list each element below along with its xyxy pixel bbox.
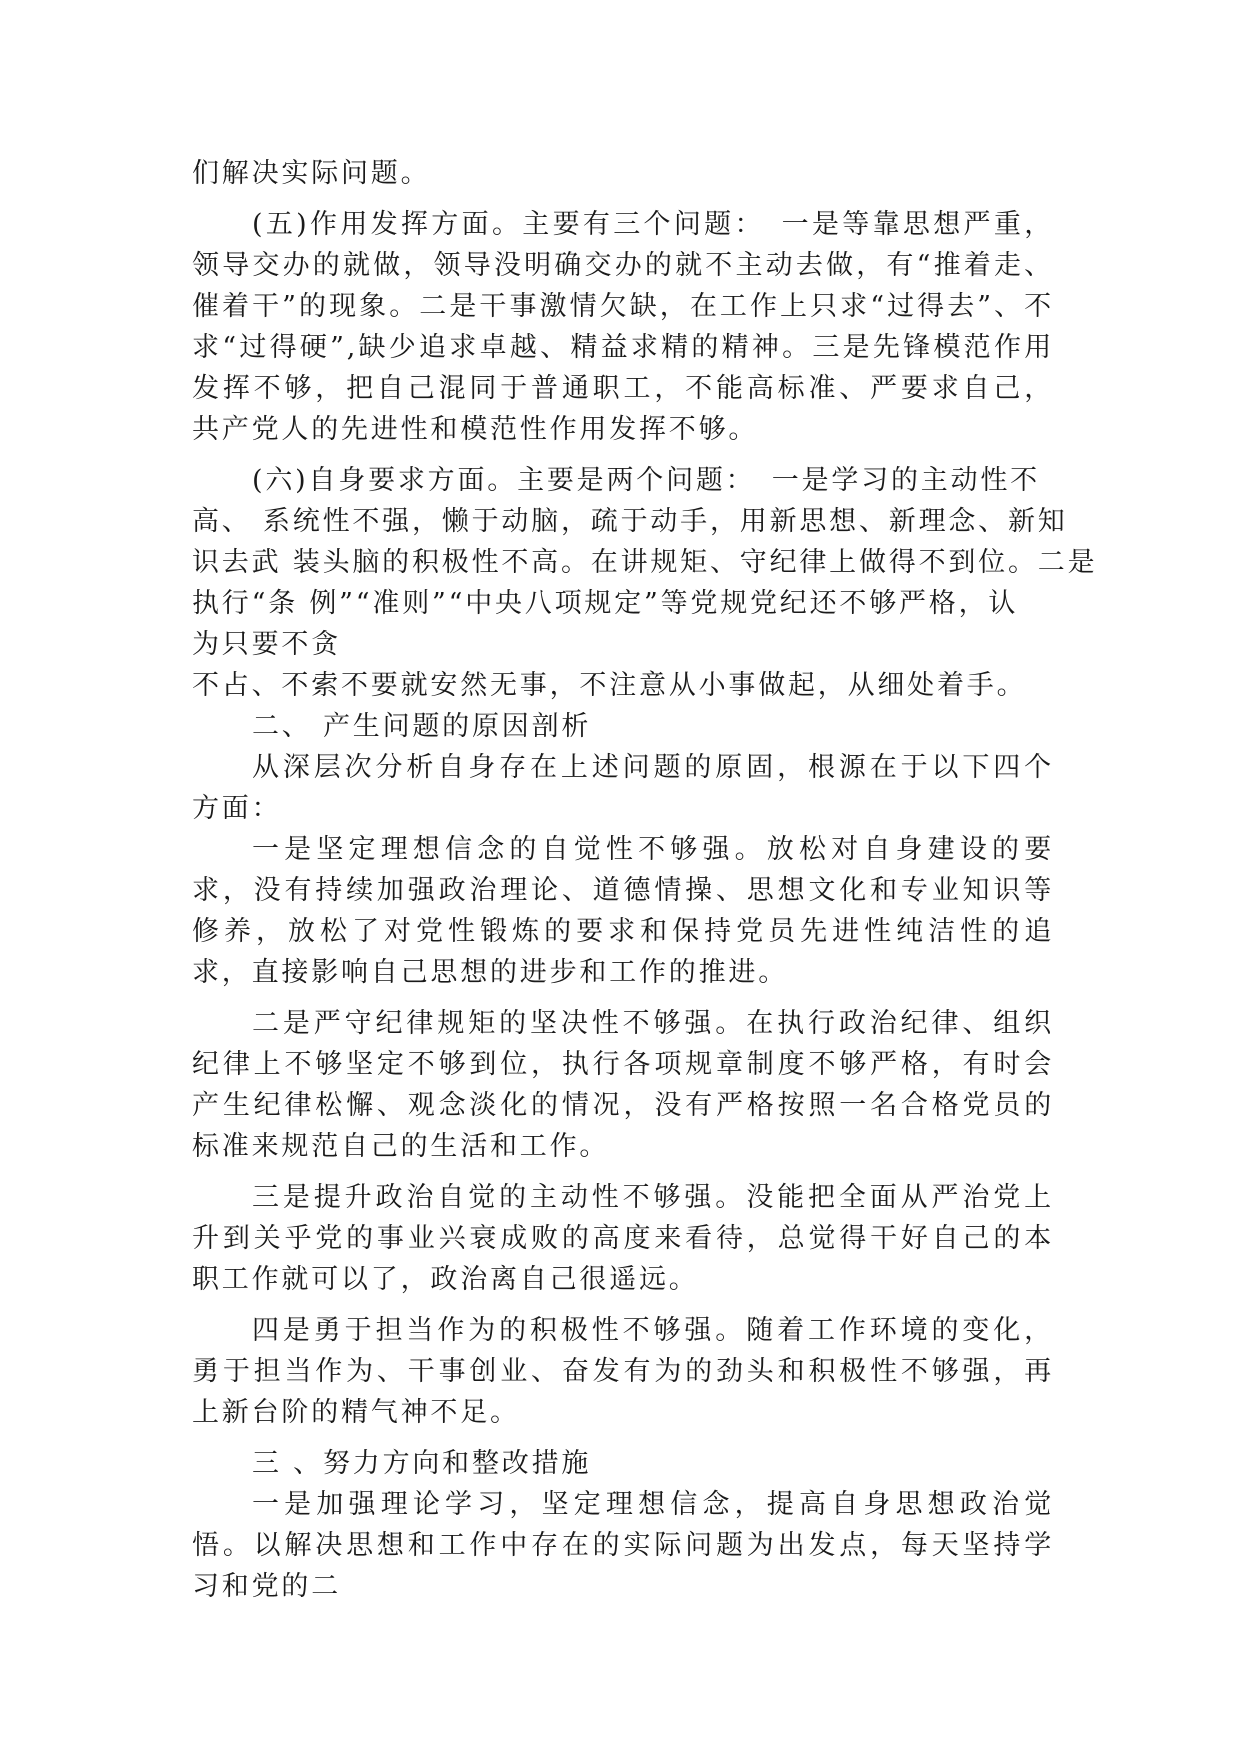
- section-heading-rectification: 三 、努力方向和整改措施: [252, 1448, 592, 1479]
- text-line: 为只要不贪: [192, 629, 341, 660]
- paragraph-cause-three: 三是提升政治自觉的主动性不够强。没能把全面从严治党上升到关乎党的事业兴衰成败的高度来看待，总觉得干好自己的本职工作就可以了，政治离自己很遥远。: [192, 1182, 1054, 1295]
- paragraph-continuation: 们解决实际问题。: [192, 158, 431, 189]
- document-body: [192, 153, 1098, 1607]
- paragraph-role-performance: (五)作用发挥方面。主要有三个问题： 一是等靠思想严重，领导交办的就做，领导没明确交办的就不主动去做，有“推着走、催着干”的现象。二是干事激情欠缺，在工作上只求“过得去”、不求“过得硬”,缺少追求卓越、精益求精的精神。三是先锋模范作用发挥不够，把自己混同于普通职工，不能高标准、严要求自己，共产党人的先进性和模范性作用发挥不够。: [192, 209, 1054, 445]
- paragraph-measure-one: 一是加强理论学习，坚定理想信念，提高自身思想政治觉悟。以解决思想和工作中存在的实际问题为出发点，每天坚持学习和党的二: [192, 1489, 1054, 1602]
- paragraph-cause-one: 一是坚定理想信念的自觉性不够强。放松对自身建设的要求，没有持续加强政治理论、道德情操、思想文化和专业知识等修养，放松了对党性锻炼的要求和保持党员先进性纯洁性的追求，直接影响自己思想的进步和工作的推进。: [192, 834, 1054, 988]
- paragraph-cause-four: 四是勇于担当作为的积极性不够强。随着工作环境的变化，勇于担当作为、干事创业、奋发有为的劲头和积极性不够强，再上新台阶的精气神不足。: [192, 1315, 1054, 1428]
- paragraph-self-requirements: [192, 460, 1098, 706]
- section-heading-cause-analysis: 二、 产生问题的原因剖析: [252, 711, 592, 742]
- text-line: 执行“条 例”“准则”“中央八项规定”等党规党纪还不够严格，认: [192, 588, 1019, 619]
- text-line: 识去武 装头脑的积极性不高。在讲规矩、守纪律上做得不到位。二是: [192, 547, 1098, 578]
- text-line: 高、 系统性不强，懒于动脑，疏于动手，用新思想、新理念、新知: [192, 506, 1068, 537]
- paragraph-cause-two: 二是严守纪律规矩的坚决性不够强。在执行政治纪律、组织纪律上不够坚定不够到位，执行各项规章制度不够严格，有时会产生纪律松懈、观念淡化的情况，没有严格按照一名合格党员的标准来规范自己的生活和工作。: [192, 1008, 1054, 1162]
- text-line: (六)自身要求方面。主要是两个问题： 一是学习的主动性不: [252, 465, 1040, 496]
- text-line: 不占、不索不要就安然无事，不注意从小事做起，从细处着手。: [192, 670, 1027, 701]
- paragraph-root-causes-intro: 从深层次分析自身存在上述问题的原固，根源在于以下四个方面：: [192, 752, 1054, 824]
